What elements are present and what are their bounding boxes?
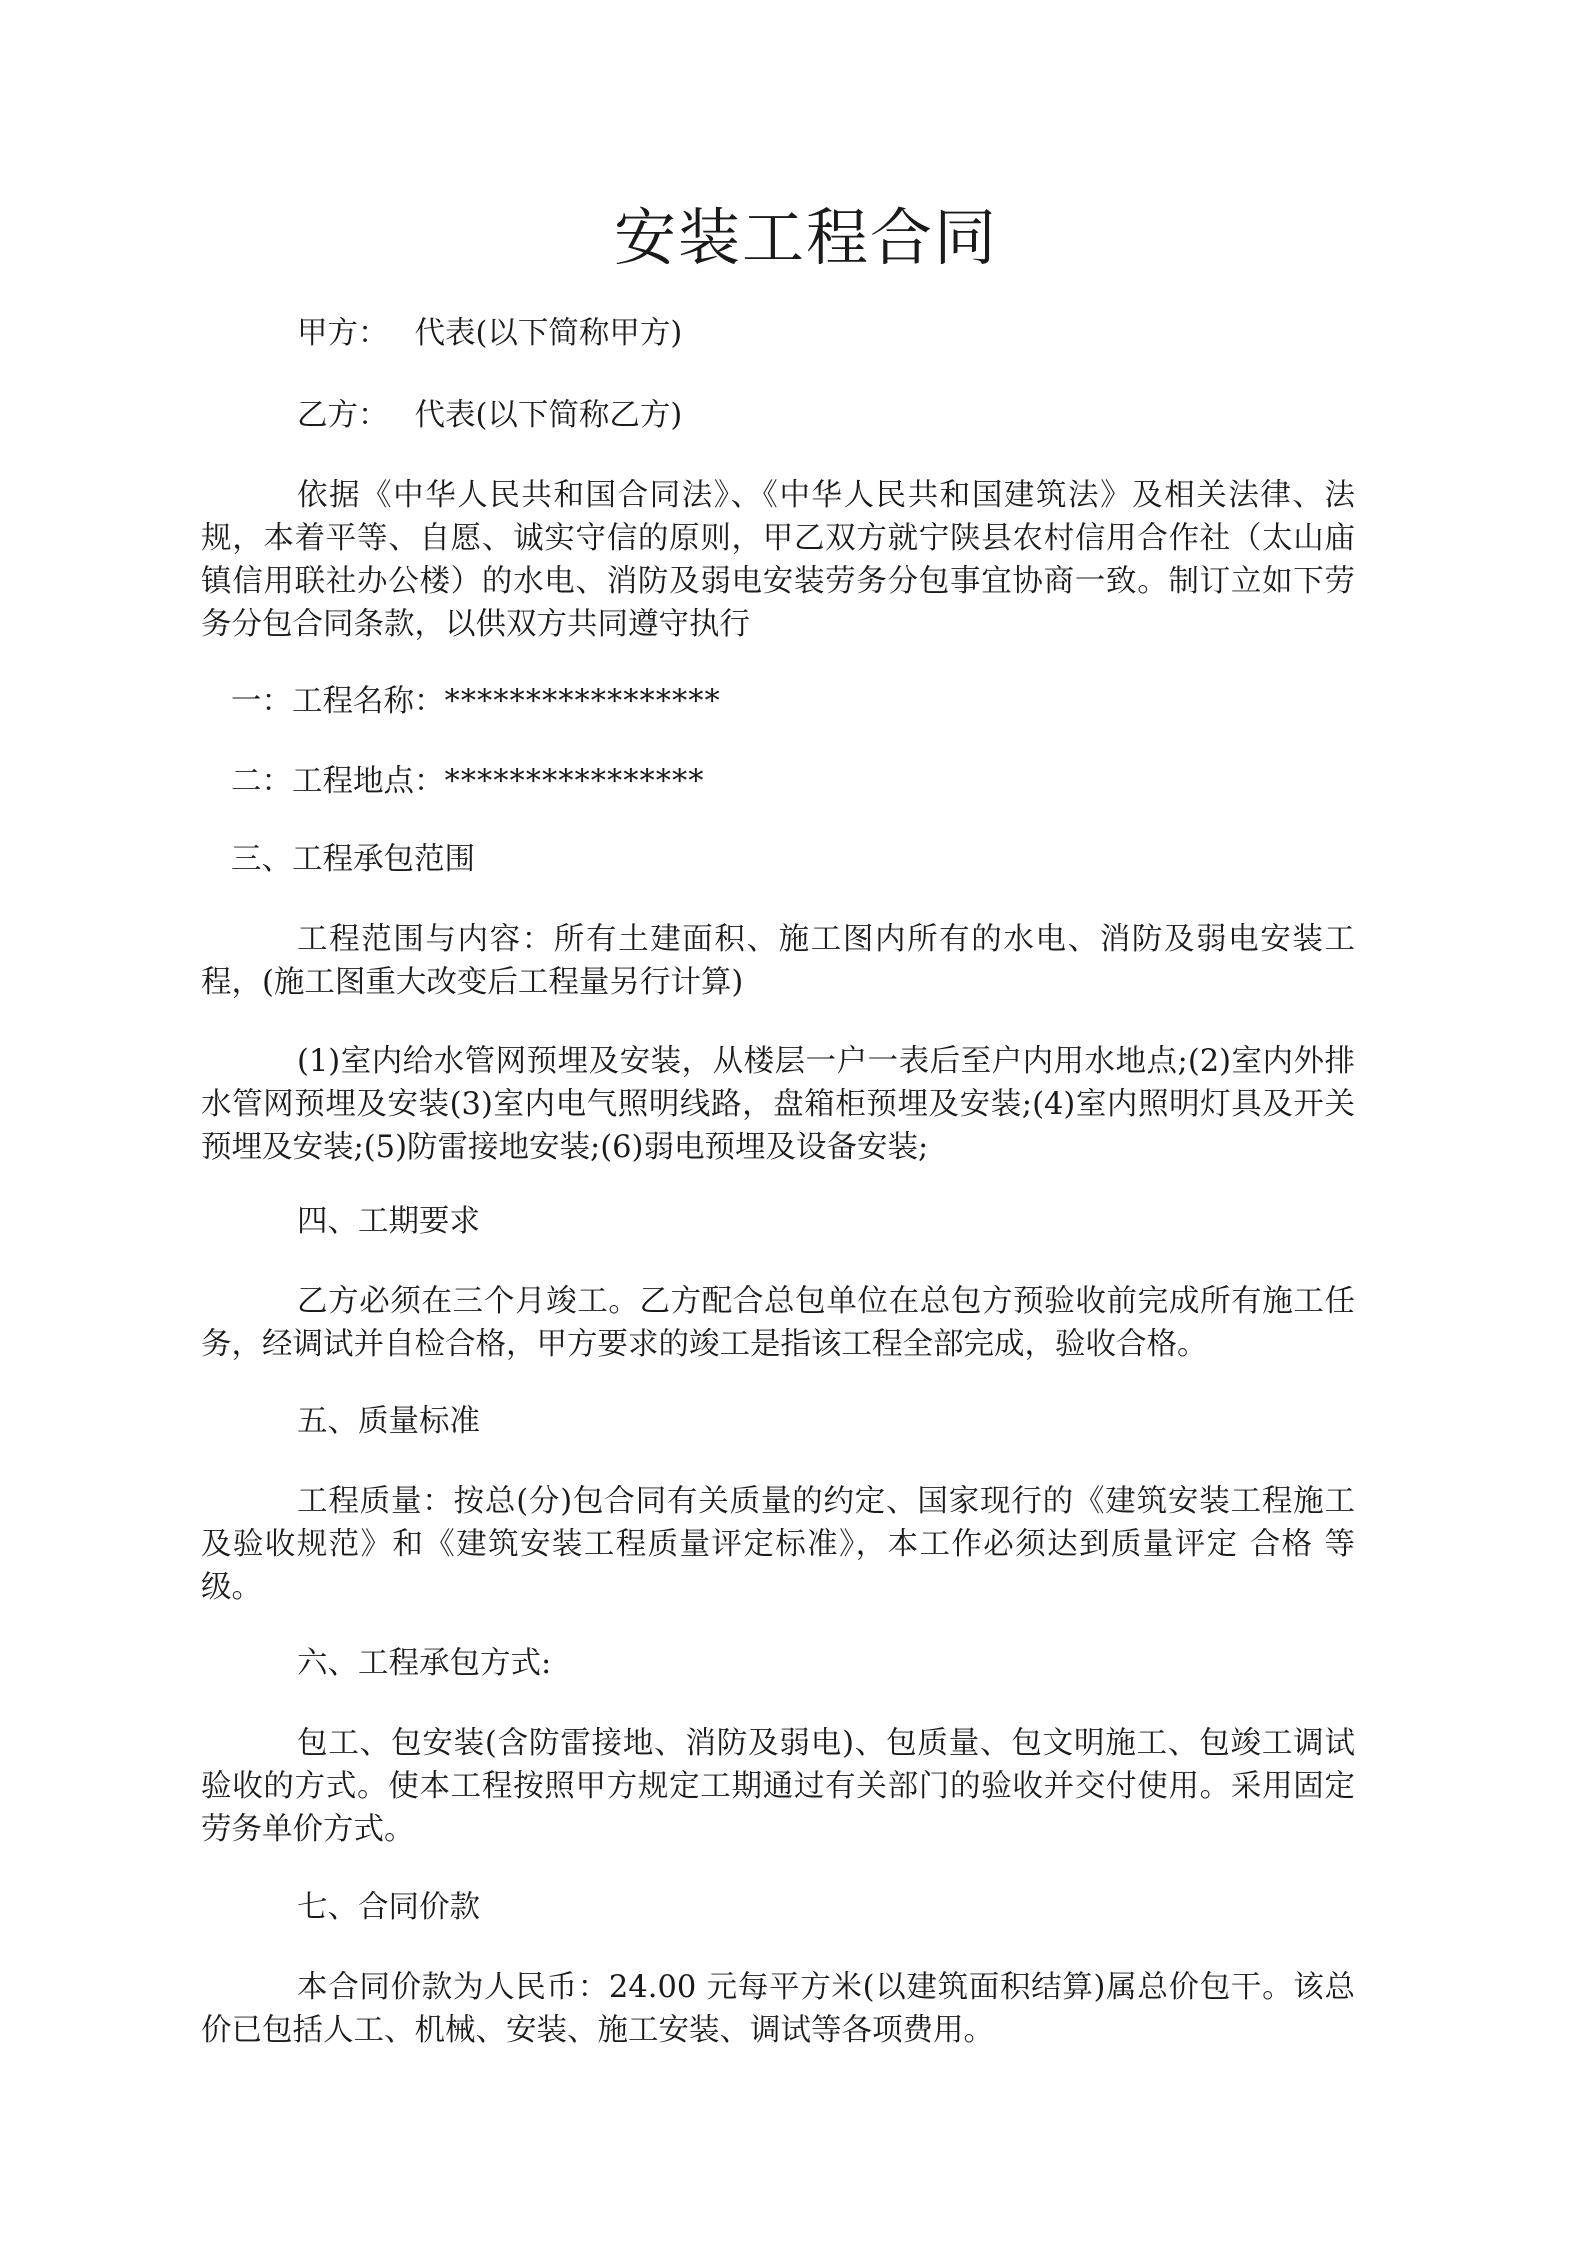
project-name-value: ***************** bbox=[444, 684, 721, 719]
section-4-paragraph: 乙方必须在三个月竣工。乙方配合总包单位在总包方预验收前完成所有施工任务，经调试并自检合格，甲方要求的竣工是指该工程全部完成，验收合格。 bbox=[201, 1284, 1355, 1362]
section-6-paragraph: 包工、包安装(含防雷接地、消防及弱电)、包质量、包文明施工、包竣工调试验收的方式。使本工程按照甲方规定工期通过有关部门的验收并交付使用。采用固定劳务单价方式。 bbox=[201, 1726, 1355, 1847]
section-3-heading: 三、工程承包范围 bbox=[231, 842, 475, 877]
project-location-line bbox=[231, 760, 1355, 803]
party-b-text: 代表(以下简称乙方) bbox=[414, 398, 683, 433]
project-name-line bbox=[231, 680, 1355, 723]
section-3-scope-paragraph: 工程范围与内容：所有土建面积、施工图内所有的水电、消防及弱电安装工程，(施工图重大改变后工程量另行计算) bbox=[201, 922, 1355, 1000]
party-a-text: 代表(以下简称甲方) bbox=[414, 316, 683, 351]
party-a-line bbox=[297, 312, 1355, 355]
party-b-label: 乙方： bbox=[297, 398, 389, 433]
party-b-line bbox=[297, 394, 1355, 437]
project-name-label: 一：工程名称： bbox=[231, 684, 445, 719]
section-7-heading: 七、合同价款 bbox=[297, 1890, 480, 1925]
project-location-label: 二：工程地点： bbox=[231, 764, 445, 799]
section-3-items-paragraph: (1)室内给水管网预埋及安装，从楼层一户一表后至户内用水地点;(2)室内外排水管网预埋及安装(3)室内电气照明线路，盘箱柜预埋及安装;(4)室内照明灯具及开关预埋及安装;(5)防雷接地安装;(6)弱电预埋及设备安装; bbox=[201, 1044, 1355, 1165]
preamble-paragraph: 依据《中华人民共和国合同法》、《中华人民共和国建筑法》及相关法律、法规，本着平等、自愿、诚实守信的原则，甲乙双方就宁陕县农村信用合作社（太山庙镇信用联社办公楼）的水电、消防及弱电安装劳务分包事宜协商一致。制订立如下劳务分包合同条款，以供双方共同遵守执行 bbox=[201, 478, 1355, 642]
party-a-label: 甲方： bbox=[297, 316, 389, 351]
section-5-heading: 五、质量标准 bbox=[297, 1404, 480, 1439]
section-5-paragraph: 工程质量：按总(分)包合同有关质量的约定、国家现行的《建筑安装工程施工及验收规范》和《建筑安装工程质量评定标准》，本工作必须达到质量评定 合格 等级。 bbox=[201, 1484, 1355, 1605]
section-4-heading: 四、工期要求 bbox=[297, 1204, 480, 1239]
section-7-paragraph: 本合同价款为人民币：24.00 元每平方米(以建筑面积结算)属总价包干。该总价已包括人工、机械、安装、施工安装、调试等各项费用。 bbox=[201, 1970, 1355, 2048]
section-6-heading: 六、工程承包方式: bbox=[297, 1646, 552, 1681]
document-title: 安装工程合同 bbox=[613, 201, 998, 274]
project-location-value: **************** bbox=[444, 764, 705, 799]
